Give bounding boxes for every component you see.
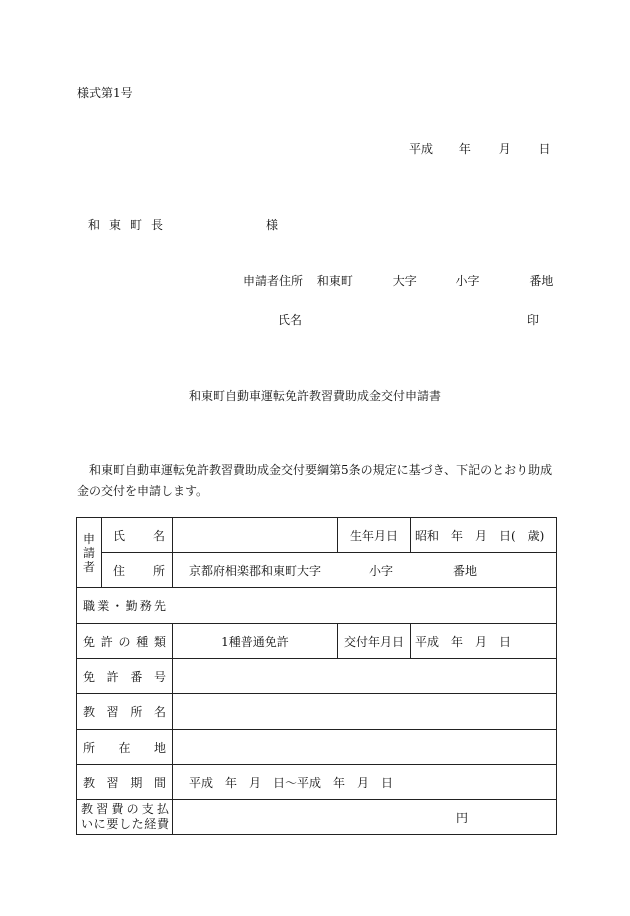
date-era: 平成 xyxy=(409,142,434,156)
address-label: 住 所 xyxy=(113,563,165,578)
location-label: 所 在 地 xyxy=(83,740,166,755)
document-body xyxy=(77,460,557,502)
license-number-field[interactable] xyxy=(173,659,556,693)
form-number: 様式第1号 xyxy=(77,86,133,100)
application-table xyxy=(76,517,557,835)
date-line xyxy=(409,140,551,157)
seal-mark: 印 xyxy=(527,313,540,327)
applicant-address-banchi: 番地 xyxy=(529,274,554,288)
license-number-label: 免 許 番 号 xyxy=(83,669,166,684)
cost-field[interactable] xyxy=(173,800,556,834)
date-month: 月 xyxy=(498,142,511,156)
addressee: 和東町長 xyxy=(88,218,173,232)
name-field[interactable] xyxy=(173,518,337,552)
birth-date-label: 生年月日 xyxy=(349,528,398,543)
cost-label-line-2: い に 要 し た 経 費 xyxy=(81,817,169,831)
location-field[interactable] xyxy=(173,730,556,764)
applicant-address-line xyxy=(243,272,553,289)
license-type-value[interactable]: 1種普通免許 xyxy=(221,634,289,649)
cost-label-line-1: 教 習 費 の 支 払 xyxy=(81,802,169,816)
applicant-address-oaza: 大字 xyxy=(392,274,417,288)
issue-date-value[interactable]: 平成 年 月 日 xyxy=(415,634,512,649)
document-title: 和東町自動車運転免許教習費助成金交付申請書 xyxy=(188,389,441,403)
license-type-label: 免 許 の 種 類 xyxy=(83,634,166,649)
applicant-group-label: 申 請 者 xyxy=(82,531,95,574)
issue-date-label: 交付年月日 xyxy=(343,634,404,649)
cost-label xyxy=(81,800,169,834)
period-value[interactable]: 平成 年 月 日〜平成 年 月 日 xyxy=(189,775,394,790)
applicant-address-label: 申請者住所 xyxy=(243,274,304,288)
date-day: 日 xyxy=(538,142,551,156)
applicant-address-town: 和東町 xyxy=(316,274,353,288)
cost-unit: 円 xyxy=(456,810,469,825)
address-value[interactable]: 京都府相楽郡和東町大字 小字 番地 xyxy=(189,563,478,578)
birth-date-value[interactable]: 昭和 年 月 日( 歳) xyxy=(415,528,545,543)
school-name-label: 教 習 所 名 xyxy=(83,705,166,719)
applicant-name-label: 氏名 xyxy=(278,313,303,327)
document-body-text: 和東町自動車運転免許教習費助成金交付要綱第5条の規定に基づき、下記のとおり助成金の交付を申請します。 xyxy=(77,463,553,498)
name-label: 氏 名 xyxy=(113,528,165,543)
addressee-suffix: 様 xyxy=(266,218,279,232)
occupation-label: 職 業 ・ 勤 務 先 xyxy=(83,599,166,613)
applicant-address-koaza: 小字 xyxy=(455,274,480,288)
school-name-field[interactable] xyxy=(173,694,556,729)
date-year: 年 xyxy=(458,142,471,156)
period-label: 教 習 期 間 xyxy=(83,775,166,790)
